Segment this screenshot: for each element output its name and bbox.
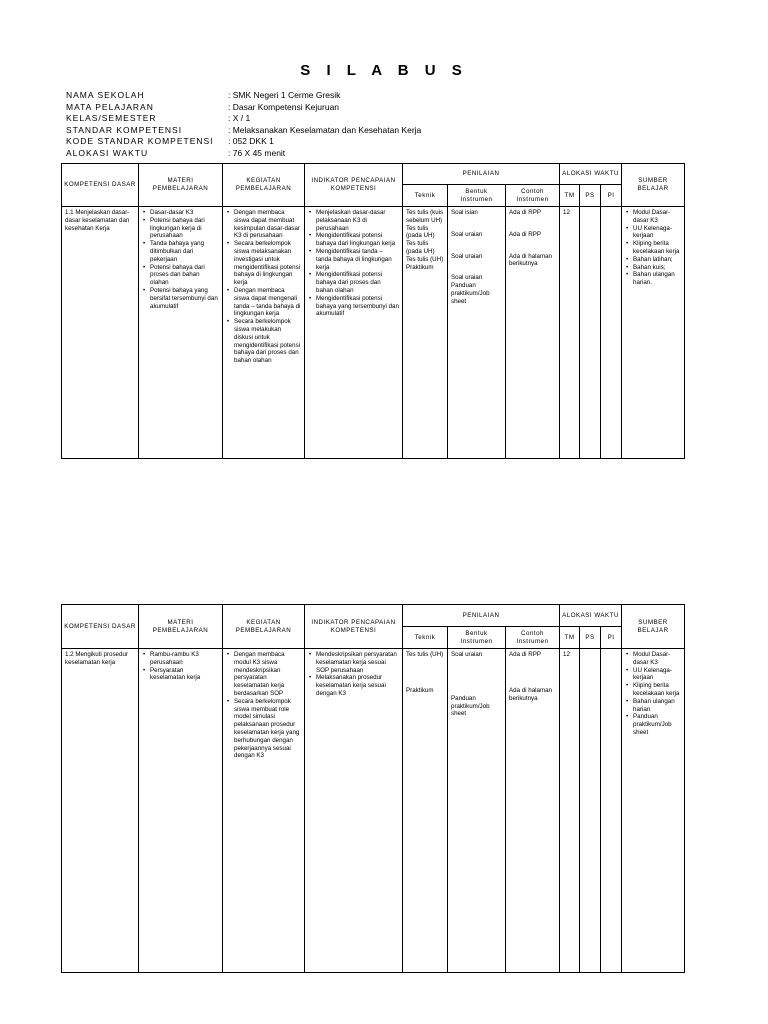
list-item: • Secara berkelompok siswa melakukan diskusi untuk mengidentifikasi potensi bahaya dari proses dan bahan olahan xyxy=(234,318,301,365)
header-materi: MATERI PEMBELAJARAN xyxy=(139,164,223,207)
info-row-alokasi xyxy=(66,148,421,160)
cell-pi xyxy=(601,207,622,459)
bentuk-item: Soal uraian xyxy=(451,274,483,282)
contoh-item: Ada di halaman berikutnya xyxy=(509,252,552,268)
teknik-item: Tes tulis (UH) xyxy=(406,255,444,263)
cell-materi xyxy=(139,649,223,973)
header-indikator: INDIKATOR PENCAPAIAN KOMPETENSI xyxy=(305,164,403,207)
header-pi: PI xyxy=(601,185,622,207)
header-bentuk-instrumen: Bentuk Instrumen xyxy=(448,185,506,207)
info-row-mapel xyxy=(66,102,421,114)
teknik-item: Praktikum xyxy=(406,686,434,694)
teknik-item: Praktikum xyxy=(406,263,434,271)
cell-sumber xyxy=(622,207,685,459)
header-materi: MATERI PEMBELAJARAN xyxy=(139,605,223,649)
info-value: : 052 DKK 1 xyxy=(228,136,274,146)
contoh-item: Ada di RPP xyxy=(509,230,541,238)
list-item: • Secara berkelompok siswa melaksanakan investigasi untuk mengidentifikasi potensi bahaya di lingkungan kerja xyxy=(234,240,301,287)
cell-teknik xyxy=(403,207,448,459)
info-label: ALOKASI WAKTU xyxy=(66,147,149,158)
cell-kegiatan xyxy=(223,207,305,459)
bentuk-item: Soal isian xyxy=(451,209,478,216)
list-item: • Kliping berita kecelakaan kerja xyxy=(633,682,681,698)
header-tm: TM xyxy=(560,627,580,649)
teknik-item: Tes tulis (pada UH) xyxy=(406,224,435,240)
header-contoh-instrumen: Contoh Instrumen xyxy=(506,185,560,207)
bentuk-item: Panduan praktikum/Job sheet xyxy=(451,282,490,305)
list-item: • Tanda bahaya yang ditimbulkan dari pekerjaan xyxy=(150,240,219,263)
list-item: • Mengidentifikasi potensi bahaya dari proses dan bahan olahan xyxy=(316,271,399,294)
header-penilaian: PENILAIAN xyxy=(403,164,560,185)
header-penilaian: PENILAIAN xyxy=(403,605,560,627)
teknik-item: Tes tulis (pada UH) xyxy=(406,240,435,255)
header-alokasi-waktu: ALOKASI WAKTU xyxy=(560,605,622,627)
header-kompetensi-dasar: KOMPETENSI DASAR xyxy=(62,605,139,649)
list-item: • Mengidentifikasi tanda – tanda bahaya di lingkungan kerja xyxy=(316,248,399,271)
list-item: • UU Kelenaga-kerjaan xyxy=(633,667,681,683)
info-label: STANDAR KOMPETENSI xyxy=(66,124,183,135)
list-item: • Modul Dasar-dasar K3 xyxy=(633,651,681,667)
list-item: • Rambu-rambu K3 perusahaan xyxy=(150,651,219,667)
header-bentuk-instrumen: Bentuk Instrumen xyxy=(448,627,506,649)
list-item: • Bahan kuis; xyxy=(633,264,681,272)
cell-kegiatan xyxy=(223,649,305,973)
info-value: : Dasar Kompetensi Kejuruan xyxy=(228,101,340,112)
info-label: MATA PELAJARAN xyxy=(66,101,154,112)
header-teknik: Teknik xyxy=(403,627,448,649)
cell-pi xyxy=(601,649,622,973)
list-item: • Secara berkelompok siswa membuat role model simulasi pelaksanaan prosedur keselamatan kerja yang berhubungan dengan pekerjaannya sesuai dengan K3 xyxy=(234,698,301,760)
bentuk-item: Panduan praktikum/Job sheet xyxy=(451,694,490,718)
cell-tm: 12 xyxy=(560,649,580,973)
cell-bentuk xyxy=(448,207,506,459)
cell-materi xyxy=(139,207,223,459)
list-item: • Panduan praktikum/Job sheet xyxy=(633,713,681,736)
info-value: : 76 X 45 menit xyxy=(228,147,286,158)
info-row-kelas xyxy=(66,113,421,125)
syllabus-table-1 xyxy=(61,163,685,459)
cell-sumber xyxy=(622,649,685,973)
info-row-sekolah xyxy=(66,90,421,102)
teknik-item: Tes tulis (kuis sebelum UH) xyxy=(406,209,444,224)
syllabus-table-2 xyxy=(61,604,685,973)
list-item: • Modul Dasar-dasar K3 xyxy=(633,209,681,225)
page-title: S I L A B U S xyxy=(300,62,468,79)
list-item: • Melaksanakan prosedur keselamatan kerja sesuai dengan K3 xyxy=(316,674,399,697)
list-item: • Kliping berita kecelakaan kerja xyxy=(633,240,681,256)
contoh-item: Ada di halaman berikutnya xyxy=(509,686,552,702)
contoh-item: Ada di RPP xyxy=(509,209,541,216)
bentuk-item: Soal uraian xyxy=(451,230,483,238)
contoh-item: Ada di RPP xyxy=(509,651,541,658)
bentuk-item: Soal uraian xyxy=(451,252,483,260)
cell-ps xyxy=(580,207,601,459)
list-item: • Menjelaskan dasar-dasar pelaksanaan K3 di perusahaan xyxy=(316,209,399,232)
cell-indikator xyxy=(305,649,403,973)
info-value: : X / 1 xyxy=(228,113,251,123)
header-sumber-belajar: SUMBER BELAJAR xyxy=(622,164,685,207)
list-item: • Potensi bahaya yang bersifat tersembunyi dan akumulatif xyxy=(150,287,219,310)
header-kegiatan: KEGIATAN PEMBELAJARAN xyxy=(223,164,305,207)
cell-kompetensi-dasar: 1.1 Menjelaskan dasar-dasar keselamatan dan kesehatan Kerja xyxy=(62,207,139,459)
cell-bentuk xyxy=(448,649,506,973)
list-item: • UU Kelenaga-kerjaan xyxy=(633,225,681,241)
info-value: : SMK Negeri 1 Cerme Gresik xyxy=(228,90,341,100)
list-item: • Dasar-dasar K3 xyxy=(150,209,219,217)
info-label: NAMA SEKOLAH xyxy=(66,90,145,100)
teknik-item: Tes tulis (UH) xyxy=(406,651,444,658)
header-sumber-belajar: SUMBER BELAJAR xyxy=(622,605,685,649)
header-kompetensi-dasar: KOMPETENSI DASAR xyxy=(62,164,139,207)
cell-ps xyxy=(580,649,601,973)
info-row-sk xyxy=(66,125,421,137)
info-row-kode xyxy=(66,136,421,148)
list-item: • Potensi bahaya dari proses dan bahan olahan xyxy=(150,264,219,287)
list-item: • Dengan membaca siswa dapat membuat kesimpulan dasar-dasar K3 di perusahaan xyxy=(234,209,301,240)
cell-contoh xyxy=(506,207,560,459)
cell-teknik xyxy=(403,649,448,973)
cell-contoh xyxy=(506,649,560,973)
list-item: • Mengidentifikasi potensi bahaya dari lingkungan kerja xyxy=(316,232,399,248)
header-ps: PS xyxy=(580,185,601,207)
bentuk-item: Soal uraian xyxy=(451,651,483,658)
list-item: • Bahan ulangan harian. xyxy=(633,271,681,287)
identity-block xyxy=(66,90,421,159)
list-item: • Mendeskripsikan persyaratan keselamatan kerja sesuai SOP perusahaan xyxy=(316,651,399,674)
list-item: • Persyaratan keselamatan kerja xyxy=(150,667,219,683)
info-label: KODE STANDAR KOMPETENSI xyxy=(66,136,214,146)
header-pi: PI xyxy=(601,627,622,649)
header-indikator: INDIKATOR PENCAPAIAN KOMPETENSI xyxy=(305,605,403,649)
info-value: : Melaksanakan Keselamatan dan Kesehatan Kerja xyxy=(228,124,422,135)
list-item: • Dengan membaca modul K3 siswa mendeskripsikan persyaratan keselamatan kerja berdasarkan SOP xyxy=(234,651,301,698)
cell-tm: 12 xyxy=(560,207,580,459)
info-label: KELAS/SEMESTER xyxy=(66,113,157,123)
header-tm: TM xyxy=(560,185,580,207)
header-kegiatan: KEGIATAN PEMBELAJARAN xyxy=(223,605,305,649)
list-item: • Potensi bahaya dari lingkungan kerja di perusahaan xyxy=(150,217,219,240)
list-item: • Dengan membaca siswa dapat mengenali tanda – tanda bahaya di lingkungan kerja xyxy=(234,287,301,318)
header-teknik: Teknik xyxy=(403,185,448,207)
cell-kompetensi-dasar: 1.2 Mengikuti prosedur keselamatan kerja xyxy=(62,649,139,973)
header-contoh-instrumen: Contoh Instrumen xyxy=(506,627,560,649)
list-item: • Mengidentifikasi potensi bahaya yang tersembunyi dan akumulatif xyxy=(316,295,399,318)
header-alokasi-waktu: ALOKASI WAKTU xyxy=(560,164,622,185)
cell-indikator xyxy=(305,207,403,459)
header-ps: PS xyxy=(580,627,601,649)
list-item: • Bahan ulangan harian xyxy=(633,698,681,714)
list-item: • Bahan latihan; xyxy=(633,256,681,264)
